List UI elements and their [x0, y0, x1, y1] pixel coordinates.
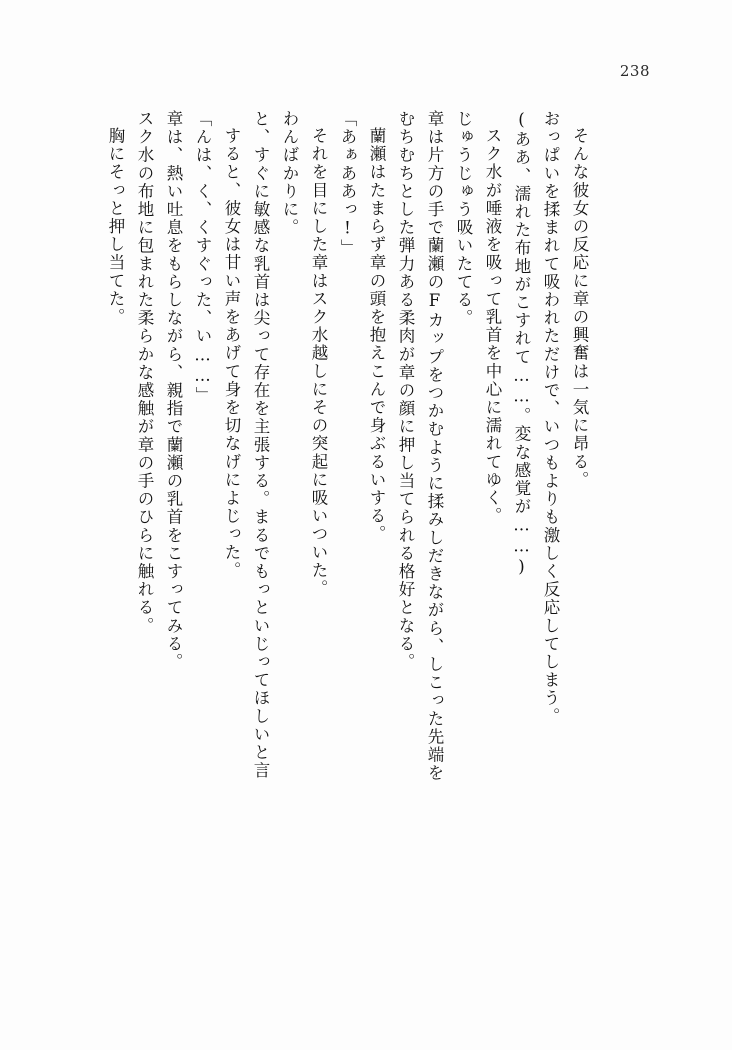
text-line: と、すぐに敏感な乳首は尖って存在を主張する。まるでもっといじってほしいと言: [251, 110, 270, 780]
text-line: むちむちとした弾力ある柔肉が章の顔に押し当てられる格好となる。: [396, 110, 415, 672]
text-line: それを目にした章はスク水越しにその突起に吸いついた。: [309, 127, 328, 598]
text-line: 胸にそっと押し当てた。: [106, 127, 125, 327]
text-line: おっぱいを揉まれて吸われただけで、いつもよりも激しく反応してしまう。: [541, 110, 560, 726]
text-line: 「あぁああっ!」: [338, 110, 357, 258]
vertical-text-block: [94, 110, 654, 940]
text-line: スク水の布地に包まれた柔らかな感触が章の手のひらに触れる。: [135, 110, 154, 635]
text-line: (ああ、濡れた布地がこすれて……。変な感覚が……): [512, 110, 531, 578]
page-number: 238: [619, 62, 650, 80]
text-line: すると、彼女は甘い声をあげて身を切なげによじった。: [222, 127, 241, 580]
text-line: 章は、熱い吐息をもらしながら、親指で蘭瀬の乳首をこすってみる。: [164, 110, 183, 672]
text-line: わんばかりに。: [280, 110, 299, 237]
text-line: じゅうじゅう吸いたてる。: [454, 110, 473, 328]
text-line: そんな彼女の反応に章の興奮は一気に昂る。: [570, 127, 589, 489]
text-line: 蘭瀬はたまらず章の頭を抱えこんで身ぶるいする。: [367, 127, 386, 544]
text-line: スク水が唾液を吸って乳首を中心に濡れてゆく。: [483, 127, 502, 526]
text-line: 章は片方の手で蘭瀬のFカップをつかむように揉みしだきながら、しこった先端を: [425, 110, 444, 783]
text-line: 「んは、く、くすぐった、い……」: [193, 110, 212, 405]
